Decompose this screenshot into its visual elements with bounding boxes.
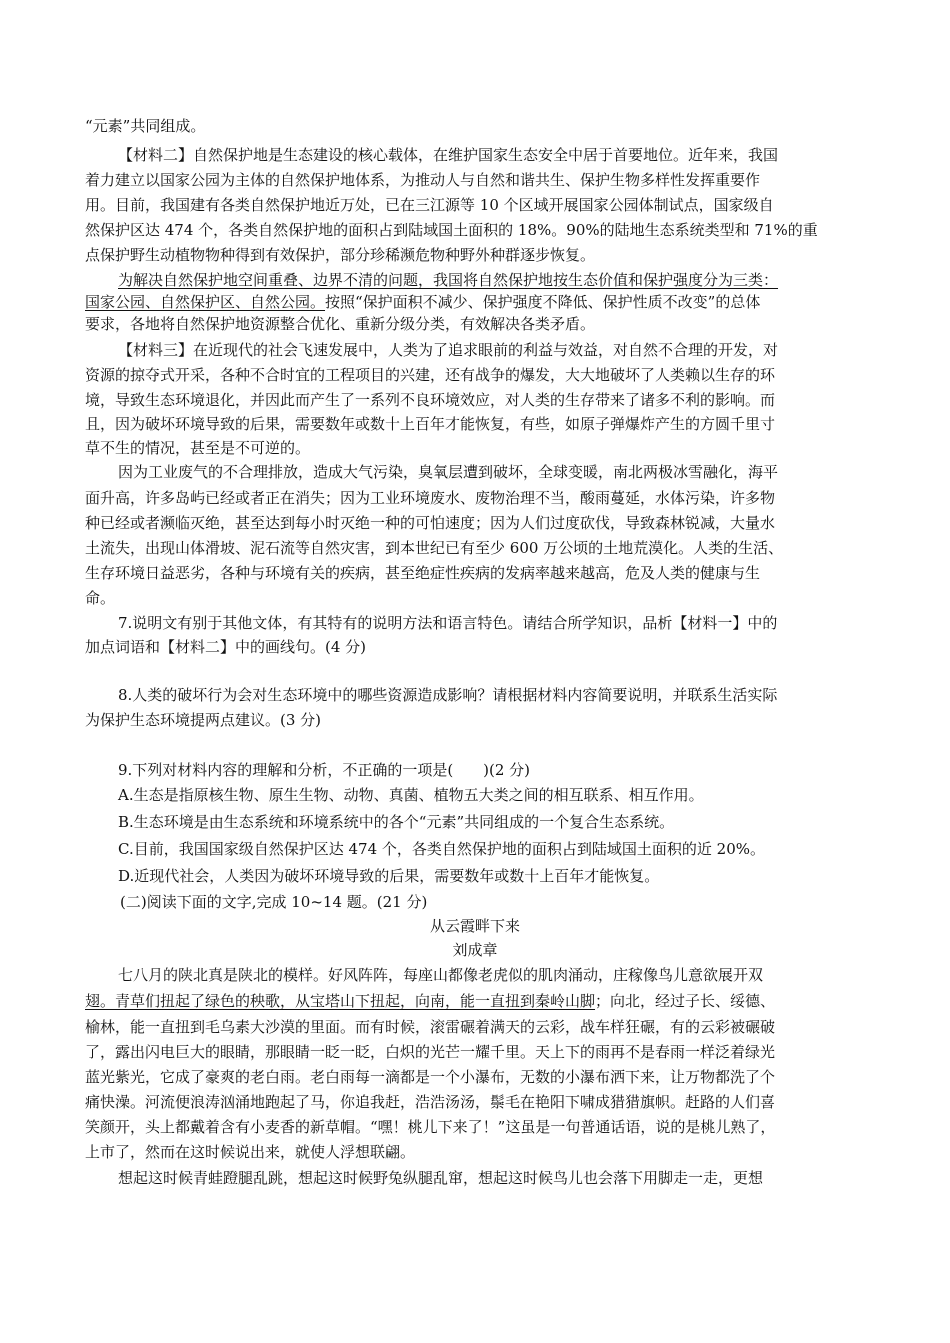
article-para1-line-7: 笑颜开，头上都戴着含有小麦香的新草帽。“嘿！桃儿下来了！”这虽是一句普通话语，说的是桃儿熟了， xyxy=(85,1118,776,1136)
material-three-line-2: 资源的掠夺式开采，各种不合时宜的工程项目的兴建，还有战争的爆发，大大地破坏了人类赖以生存的环 xyxy=(85,366,776,384)
material-three-para2-line-4: 土流失，出现山体滑坡、泥石流等自然灾害，到本世纪已有至少 600 万公顷的土地荒漠化。人类的生活、 xyxy=(85,539,784,557)
material-two-line-4: 然保护区达 474 个，各类自然保护地的面积占到陆域国土面积的 18%。90%的陆地生态系统类型和 71%的重 xyxy=(85,221,818,239)
question-9-option-d: D.近现代社会，人类因为破坏环境导致的后果，需要数年或数十上百年才能恢复。 xyxy=(118,867,660,885)
question-9-option-c: C.目前，我国国家级自然保护区达 474 个，各类自然保护地的面积占到陆域国土面积的近 20%。 xyxy=(118,840,765,858)
material-three-para2-line-6: 命。 xyxy=(85,589,116,607)
article-para1-line-6: 痛快澡。河流便浪涛汹涌地跑起了马，你追我赶，浩浩汤汤，鬃毛在艳阳下啸成猎猎旗帜。赶路的人们喜 xyxy=(85,1093,776,1111)
article-para1-line-5: 蓝光紫光，它成了豪爽的老白雨。老白雨每一滴都是一个小瀑布，无数的小瀑布洒下来，让万物都洗了个 xyxy=(85,1068,776,1086)
question-9-option-a: A.生态是指原核生物、原生生物、动物、真菌、植物五大类之间的相互联系、相互作用。 xyxy=(118,786,704,804)
material-three-line-3: 境，导致生态环境退化，并因此而产生了一系列不良环境效应，对人类的生存带来了诸多不利的影响。而 xyxy=(85,391,776,409)
material-three-para2-line-1: 因为工业废气的不合理排放，造成大气污染，臭氧层遭到破坏，全球变暖，南北两极冰雪融化，海平 xyxy=(118,463,779,481)
question-9-stem: 9.下列对材料内容的理解和分析，不正确的一项是( )(2 分) xyxy=(118,761,531,779)
question-9-option-b: B.生态环境是由生态系统和环境系统中的各个“元素”共同组成的一个复合生态系统。 xyxy=(118,813,675,831)
material-two-line-3: 用。目前，我国建有各类自然保护地近万处，已在三江源等 10 个区域开展国家公园体制试点，国家级自 xyxy=(85,196,774,214)
question-7-line-2: 加点词语和【材料二】中的画线句。(4 分) xyxy=(85,638,367,656)
material-two-underlined-sentence: 为解决自然保护地空间重叠、边界不清的问题，我国将自然保护地按生态价值和保护强度分为三类： xyxy=(118,271,779,289)
article-para1-line-3: 榆林，能一直扭到毛乌素大沙漠的里面。而有时候，滚雷碾着满天的云彩，战车样狂碾，有的云彩被碾破 xyxy=(85,1018,776,1036)
material-three-line-1: 【材料三】在近现代的社会飞速发展中，人类为了追求眼前的利益与效益，对自然不合理的开发，对 xyxy=(118,341,779,359)
article-underlined-sentence: 翅。青草们扭起了绿色的秧歌，从宝塔山下扭起，向南，能一直扭到秦岭山脚 xyxy=(85,992,596,1010)
article-para2-line-1: 想起这时候青蛙蹬腿乱跳，想起这时候野兔纵腿乱窜，想起这时候鸟儿也会落下用脚走一走，更想 xyxy=(118,1169,764,1187)
article-author: 刘成章 xyxy=(452,941,498,959)
material-two-para2-line-3: 要求，各地将自然保护地资源整合优化、重新分级分类，有效解决各类矛盾。 xyxy=(85,315,596,333)
material-three-line-4: 且，因为破坏环境导致的后果，需要数年或数十上百年才能恢复，有些，如原子弹爆炸产生的方圆千里寸 xyxy=(85,415,776,433)
material-two-line-5: 点保护野生动植物物种得到有效保护，部分珍稀濒危物种野外种群逐步恢复。 xyxy=(85,246,596,264)
material-two-para2-line-2: 国家公园、自然保护区、自然公园。按照“保护面积不减少、保护强度不降低、保护性质不改变”的总体 xyxy=(85,293,761,311)
article-title: 从云霞畔下来 xyxy=(429,917,520,935)
section-two-instruction: (二)阅读下面的文字,完成 10~14 题。(21 分) xyxy=(120,893,428,911)
article-para1-line-2: 翅。青草们扭起了绿色的秧歌，从宝塔山下扭起，向南，能一直扭到秦岭山脚；向北，经过子长、绥德、 xyxy=(85,992,776,1010)
question-8-line-1: 8.人类的破坏行为会对生态环境中的哪些资源造成影响？请根据材料内容简要说明，并联系生活实际 xyxy=(118,686,778,704)
question-7-line-1: 7.说明文有别于其他文体，有其特有的说明方法和语言特色。请结合所学知识，品析【材料一】中的 xyxy=(118,614,778,632)
article-para1-line-8: 上市了，然而在这时候说出来，就使人浮想联翩。 xyxy=(85,1143,416,1161)
article-para1-line-1: 七八月的陕北真是陕北的模样。好风阵阵，每座山都像老虎似的肌肉涌动，庄稼像鸟儿意欲展开双 xyxy=(118,966,764,984)
material-two-line-1: 【材料二】自然保护地是生态建设的核心载体，在维护国家生态安全中居于首要地位。近年来，我国 xyxy=(118,146,779,164)
material-three-para2-line-2: 面升高，许多岛屿已经或者正在消失；因为工业环境废水、废物治理不当，酸雨蔓延，水体污染，许多物 xyxy=(85,489,776,507)
question-8-line-2: 为保护生态环境提两点建议。(3 分) xyxy=(85,711,322,729)
material-three-para2-line-3: 种已经或者濒临灭绝，甚至达到每小时灭绝一种的可怕速度；因为人们过度砍伐，导致森林锐减，大量水 xyxy=(85,514,776,532)
intro-tail: “元素”共同组成。 xyxy=(85,117,206,135)
material-three-line-5: 草不生的情况，甚至是不可逆的。 xyxy=(85,439,311,457)
material-two-underlined-tail: 国家公园、自然保护区、自然公园。 xyxy=(85,293,326,311)
material-three-para2-line-5: 生存环境日益恶劣，各种与环境有关的疾病，甚至绝症性疾病的发病率越来越高，危及人类的健康与生 xyxy=(85,564,761,582)
material-two-line-2: 着力建立以国家公园为主体的自然保护地体系，为推动人与自然和谐共生、保护生物多样性发挥重要作 xyxy=(85,171,761,189)
article-para1-line-4: 了，露出闪电巨大的眼睛，那眼睛一眨一眨，白炽的光芒一耀千里。天上下的雨再不是春雨一样泛着绿光 xyxy=(85,1043,776,1061)
